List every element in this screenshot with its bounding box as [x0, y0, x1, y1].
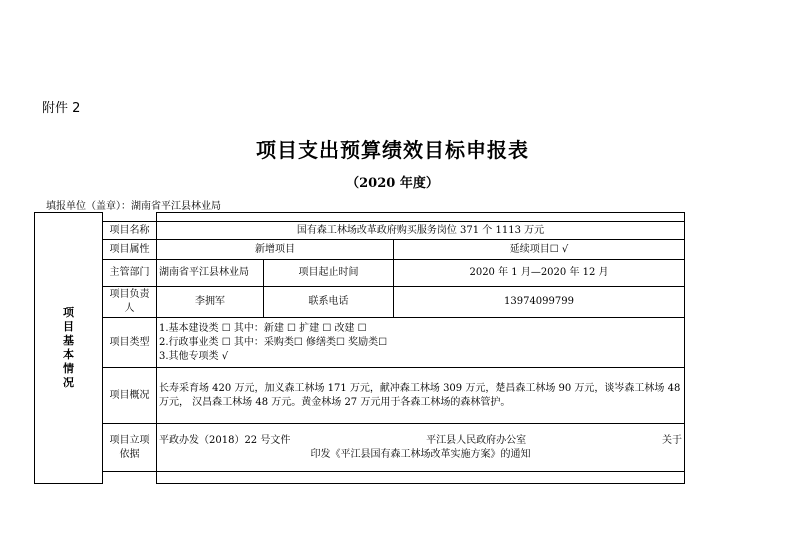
project-period-value: 2020 年 1 月—2020 年 12 月 [394, 260, 685, 287]
type-option-administrative: 2.行政事业类 ☐ 其中：采购类☐ 修缮类☐ 奖励类☐ [159, 336, 388, 348]
department-value: 湖南省平江县林业局 [157, 260, 264, 287]
project-lead-label: 项目负责人 [103, 287, 157, 318]
contact-phone-label: 联系电话 [264, 287, 394, 318]
type-option-capital-construction: 1.基本建设类 ☐ 其中：新建 ☐ 扩建 ☐ 改建 ☐ [159, 322, 367, 334]
project-lead-value: 李拥军 [157, 287, 264, 318]
fiscal-year: （2020 年度） [346, 176, 439, 191]
project-name-value: 国有森工林场改革政府购买服务岗位 371 个 1113 万元 [157, 222, 685, 240]
project-overview-text: 长寿采育场 420 万元，加义森工林场 171 万元，献冲森工林场 309 万元，楚昌森工林场 90 万元，谈岑森工林场 48 万元， 汉昌森工林场 48 万元。黄金林场 27 万元用于各森工林场的森林管护。 [157, 368, 685, 424]
project-attribute-label: 项目属性 [103, 240, 157, 260]
basis-document-number: 平政办发（2018）22 号文件 [159, 434, 291, 446]
page-title: 项目支出预算绩效目标申报表 [256, 138, 529, 162]
project-name-label: 项目名称 [103, 222, 157, 240]
reporting-unit: 填报单位（盖章）：湖南省平江县林业局 [46, 201, 221, 212]
budget-form-table [34, 212, 685, 484]
attribute-continuing-project: 延续项目☐ √ [394, 240, 685, 260]
section-basic-info: 项 目 基 本 情 况 [35, 213, 103, 484]
attribute-new-project: 新增项目 [157, 240, 394, 260]
basis-issuing-office: 平江县人民政府办公室 [426, 434, 527, 446]
project-basis-label: 项目立项依据 [103, 424, 157, 472]
attachment-label: 附件 2 [42, 101, 81, 116]
project-type-options [157, 318, 685, 368]
basis-about: 关于 [661, 434, 682, 446]
project-overview-label: 项目概况 [103, 368, 157, 424]
project-basis-text [157, 424, 685, 472]
department-label: 主管部门 [103, 260, 157, 287]
project-period-label: 项目起止时间 [264, 260, 394, 287]
type-option-other-special: 3.其他专项类 √ [159, 350, 229, 362]
project-type-label: 项目类型 [103, 318, 157, 368]
contact-phone-value: 13974099799 [394, 287, 685, 318]
basis-notice-title: 印发《平江县国有森工林场改革实施方案》的通知 [310, 448, 531, 460]
